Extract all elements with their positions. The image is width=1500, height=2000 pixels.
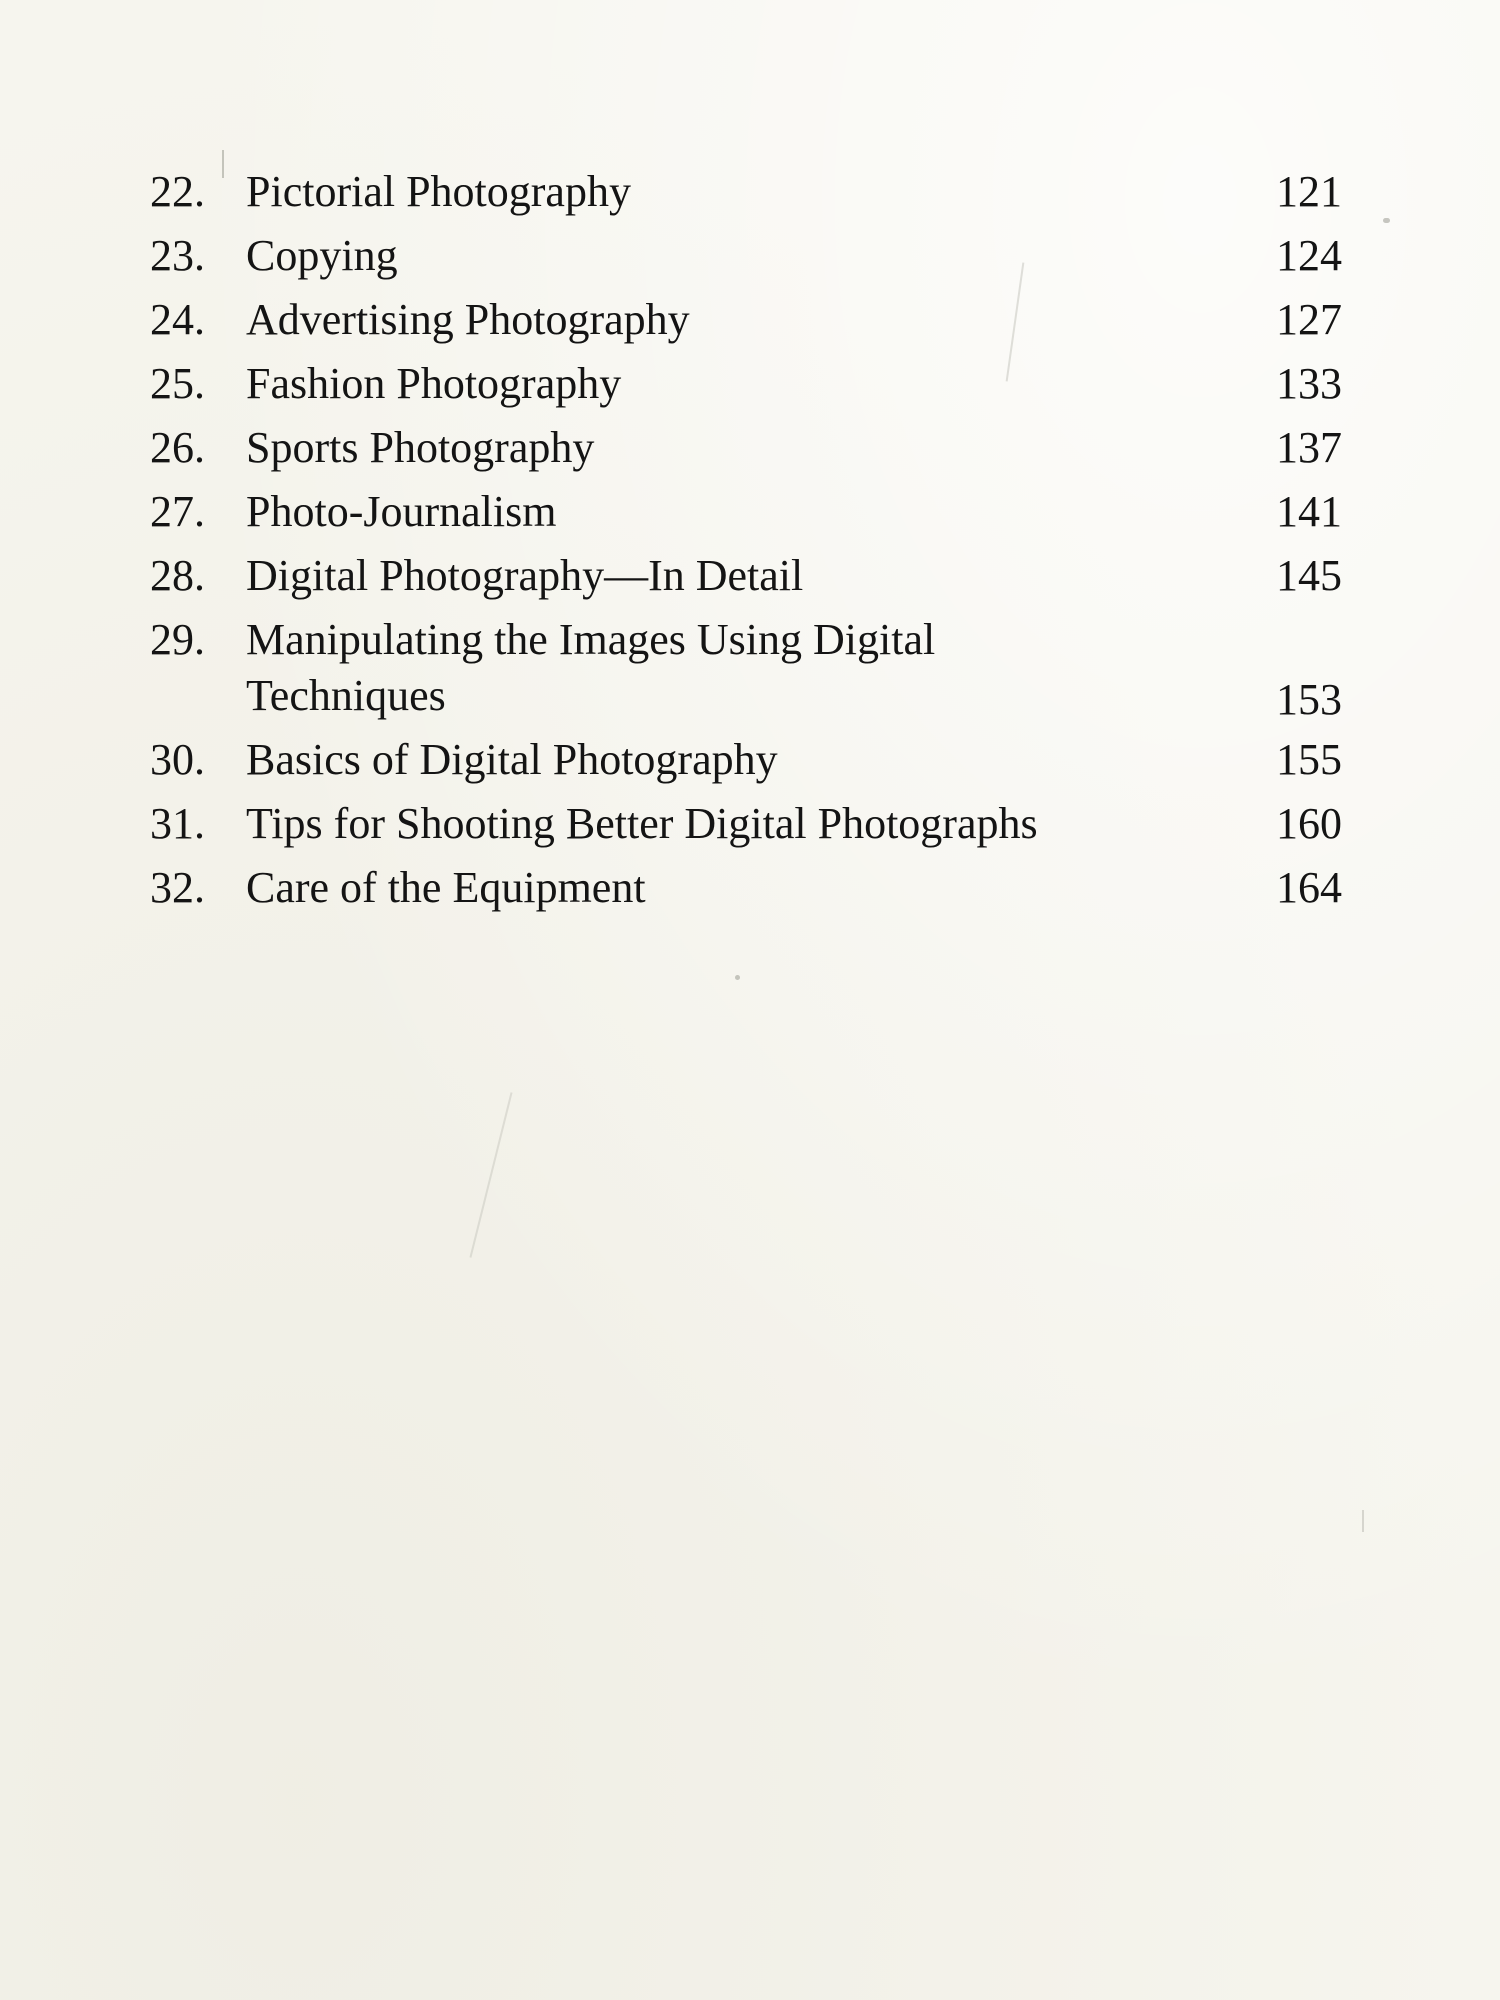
- toc-entry: [150, 352, 1350, 416]
- toc-entry: [150, 480, 1350, 544]
- toc-entry: [150, 608, 1350, 728]
- chapter-title: Digital Photography—In Detail: [246, 551, 804, 600]
- chapter-number: 23.: [150, 231, 205, 280]
- table-of-contents: [150, 160, 1350, 920]
- chapter-title: Sports Photography: [246, 423, 595, 472]
- page-number: 160: [1276, 799, 1342, 848]
- chapter-title: Basics of Digital Photography: [246, 735, 778, 784]
- page-number: 127: [1276, 295, 1342, 344]
- scan-speck: [469, 1092, 512, 1257]
- chapter-number: 31.: [150, 799, 205, 848]
- toc-entry: [150, 224, 1350, 288]
- chapter-title: Pictorial Photography: [246, 167, 631, 216]
- page-number: 133: [1276, 359, 1342, 408]
- page-number: 153: [1276, 675, 1342, 724]
- chapter-title: Copying: [246, 231, 398, 280]
- toc-entry: [150, 160, 1350, 224]
- chapter-title: Fashion Photography: [246, 359, 622, 408]
- page-number: 155: [1276, 735, 1342, 784]
- page-number: 121: [1276, 167, 1342, 216]
- chapter-number: 25.: [150, 359, 205, 408]
- chapter-title-line-2: Techniques: [246, 671, 446, 720]
- chapter-number: 28.: [150, 551, 205, 600]
- chapter-title: Advertising Photography: [246, 295, 690, 344]
- toc-entry: [150, 856, 1350, 920]
- chapter-number: 27.: [150, 487, 205, 536]
- chapter-number: 26.: [150, 423, 205, 472]
- chapter-title-line-1: Manipulating the Images Using Digital: [246, 615, 936, 664]
- chapter-number: 22.: [150, 167, 205, 216]
- toc-entry: [150, 792, 1350, 856]
- page-number: 141: [1276, 487, 1342, 536]
- scan-speck: [1362, 1510, 1364, 1532]
- chapter-title: Tips for Shooting Better Digital Photographs: [246, 799, 1038, 848]
- chapter-title: Photo-Journalism: [246, 487, 557, 536]
- chapter-title: [246, 612, 935, 724]
- toc-entry: [150, 288, 1350, 352]
- scan-speck: [1383, 218, 1390, 223]
- chapter-number: 30.: [150, 735, 205, 784]
- chapter-number: 24.: [150, 295, 205, 344]
- scan-speck: [735, 975, 740, 980]
- toc-entry: [150, 544, 1350, 608]
- toc-entry: [150, 728, 1350, 792]
- chapter-title: Care of the Equipment: [246, 863, 646, 912]
- page-number: 164: [1276, 863, 1342, 912]
- chapter-number: 32.: [150, 863, 205, 912]
- page-number: 137: [1276, 423, 1342, 472]
- page-number: 124: [1276, 231, 1342, 280]
- scan-speck: [222, 150, 224, 178]
- toc-entry: [150, 416, 1350, 480]
- chapter-number: 29.: [150, 615, 205, 664]
- page-number: 145: [1276, 551, 1342, 600]
